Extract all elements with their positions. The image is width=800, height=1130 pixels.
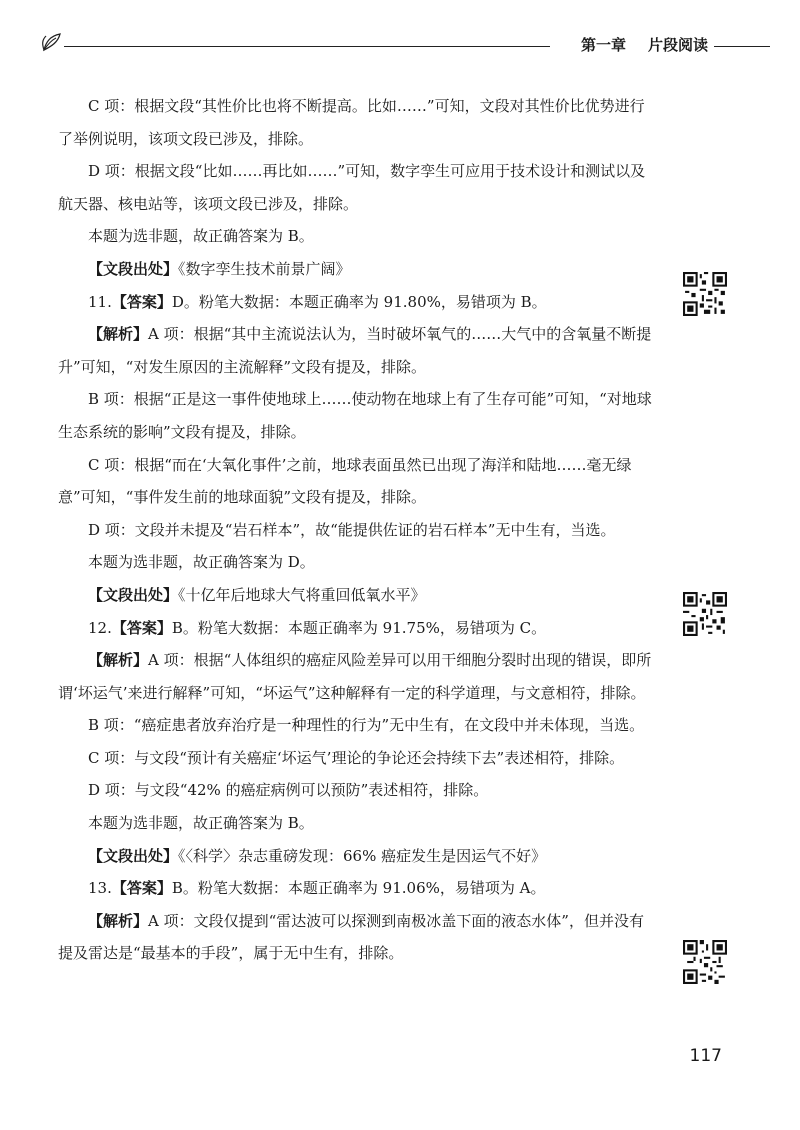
leaf-icon (40, 28, 66, 54)
source-line (58, 840, 658, 873)
source-tag: 【文段出处】 (88, 259, 179, 278)
qr-code-icon[interactable] (683, 592, 727, 636)
header-titles (581, 34, 708, 55)
qr-code-icon[interactable] (683, 272, 727, 316)
paragraph: B 项：根据“正是这一事件使地球上……使动物在地球上有了生存可能”可知，“对地球生态系统的影响”文段有提及，排除。 (58, 390, 652, 441)
answer-text: B。粉笔大数据：本题正确率为 91.75%，易错项为 C。 (171, 618, 547, 637)
source-title: 《数字孪生技术前景广阔》 (178, 259, 351, 278)
paragraph: C 项：根据“而在‘大氧化事件’之前，地球表面虽然已出现了海洋和陆地……毫无绿意”可知，“事件发生前的地球面貌”文段有提及，排除。 (58, 455, 632, 507)
chapter-title: 第一章 (580, 36, 626, 54)
page-content (58, 90, 658, 970)
source-title: 《十亿年后地球大气将重回低氧水平》 (178, 585, 426, 604)
question-number: 12. (88, 618, 112, 637)
paragraph: C 项：与文段“预计有关癌症‘坏运气’理论的争论还会持续下去”表述相符，排除。 (88, 748, 625, 767)
answer-tag: 【答案】 (111, 879, 172, 898)
analysis-a (58, 905, 658, 970)
paragraph: 本题为选非题，故正确答案为 B。 (88, 814, 314, 833)
source-line (58, 579, 658, 612)
source-line (58, 253, 658, 286)
paragraph: 本题为选非题，故正确答案为 B。 (88, 227, 314, 246)
question-number: 13. (88, 879, 112, 898)
question-number: 11. (88, 292, 112, 311)
page-number: 117 (689, 1046, 722, 1066)
paragraph: D 项：文段并未提及“岩石样本”，故“能提供佐证的岩石样本”无中生有，当选。 (88, 520, 616, 539)
source-tag: 【文段出处】 (88, 846, 179, 865)
paragraph: B 项：“癌症患者放弃治疗是一种理性的行为”无中生有，在文段中并未体现，当选。 (88, 716, 645, 735)
answer-text: B。粉笔大数据：本题正确率为 91.06%，易错项为 A。 (171, 879, 546, 898)
analysis-tag: 【解析】 (88, 911, 149, 930)
paragraph: D 项：与文段“42% 的癌症病例可以预防”表述相符，排除。 (88, 781, 489, 800)
analysis-text: A 项：文段仅提到“雷达波可以探测到南极冰盖下面的液态水体”，但并没有提及雷达是“最基本的手段”，属于无中生有，排除。 (58, 911, 644, 963)
qr-code-icon[interactable] (683, 940, 727, 984)
source-tag: 【文段出处】 (88, 585, 179, 604)
paragraph: C 项：根据文段“其性价比也将不断提高。比如……”可知，文段对其性价比优势进行了举例说明，该项文段已涉及，排除。 (58, 97, 645, 148)
header-rule-right (714, 46, 770, 47)
analysis-a (58, 644, 658, 709)
answer-tag: 【答案】 (111, 292, 172, 311)
analysis-tag: 【解析】 (88, 325, 149, 344)
analysis-text: A 项：根据“其中主流说法认为，当时破坏氧气的……大气中的含氧量不断提升”可知，“对发生原因的主流解释”文段有提及，排除。 (58, 325, 652, 376)
analysis-text: A 项：根据“人体组织的癌症风险差异可以用干细胞分裂时出现的错误，即所谓‘坏运气’来进行解释”可知，“坏运气”这种解释有一定的科学道理，与文意相符，排除。 (58, 651, 652, 702)
page-header (40, 28, 770, 58)
answer-line-13 (58, 872, 658, 905)
answer-line-12 (58, 612, 658, 645)
paragraph: D 项：根据文段“比如……再比如……”可知，数字孪生可应用于技术设计和测试以及航天器、核电站等，该项文段已涉及，排除。 (58, 162, 646, 213)
source-title: 《〈科学〉杂志重磅发现：66% 癌症发生是因运气不好》 (178, 846, 547, 865)
answer-line-11 (58, 286, 658, 319)
answer-tag: 【答案】 (111, 618, 172, 637)
analysis-tag: 【解析】 (88, 651, 149, 670)
header-rule-left (64, 46, 550, 47)
answer-text: D。粉笔大数据：本题正确率为 91.80%，易错项为 B。 (171, 292, 547, 311)
analysis-a (58, 318, 658, 383)
section-title: 片段阅读 (647, 36, 708, 54)
paragraph: 本题为选非题，故正确答案为 D。 (88, 553, 315, 572)
